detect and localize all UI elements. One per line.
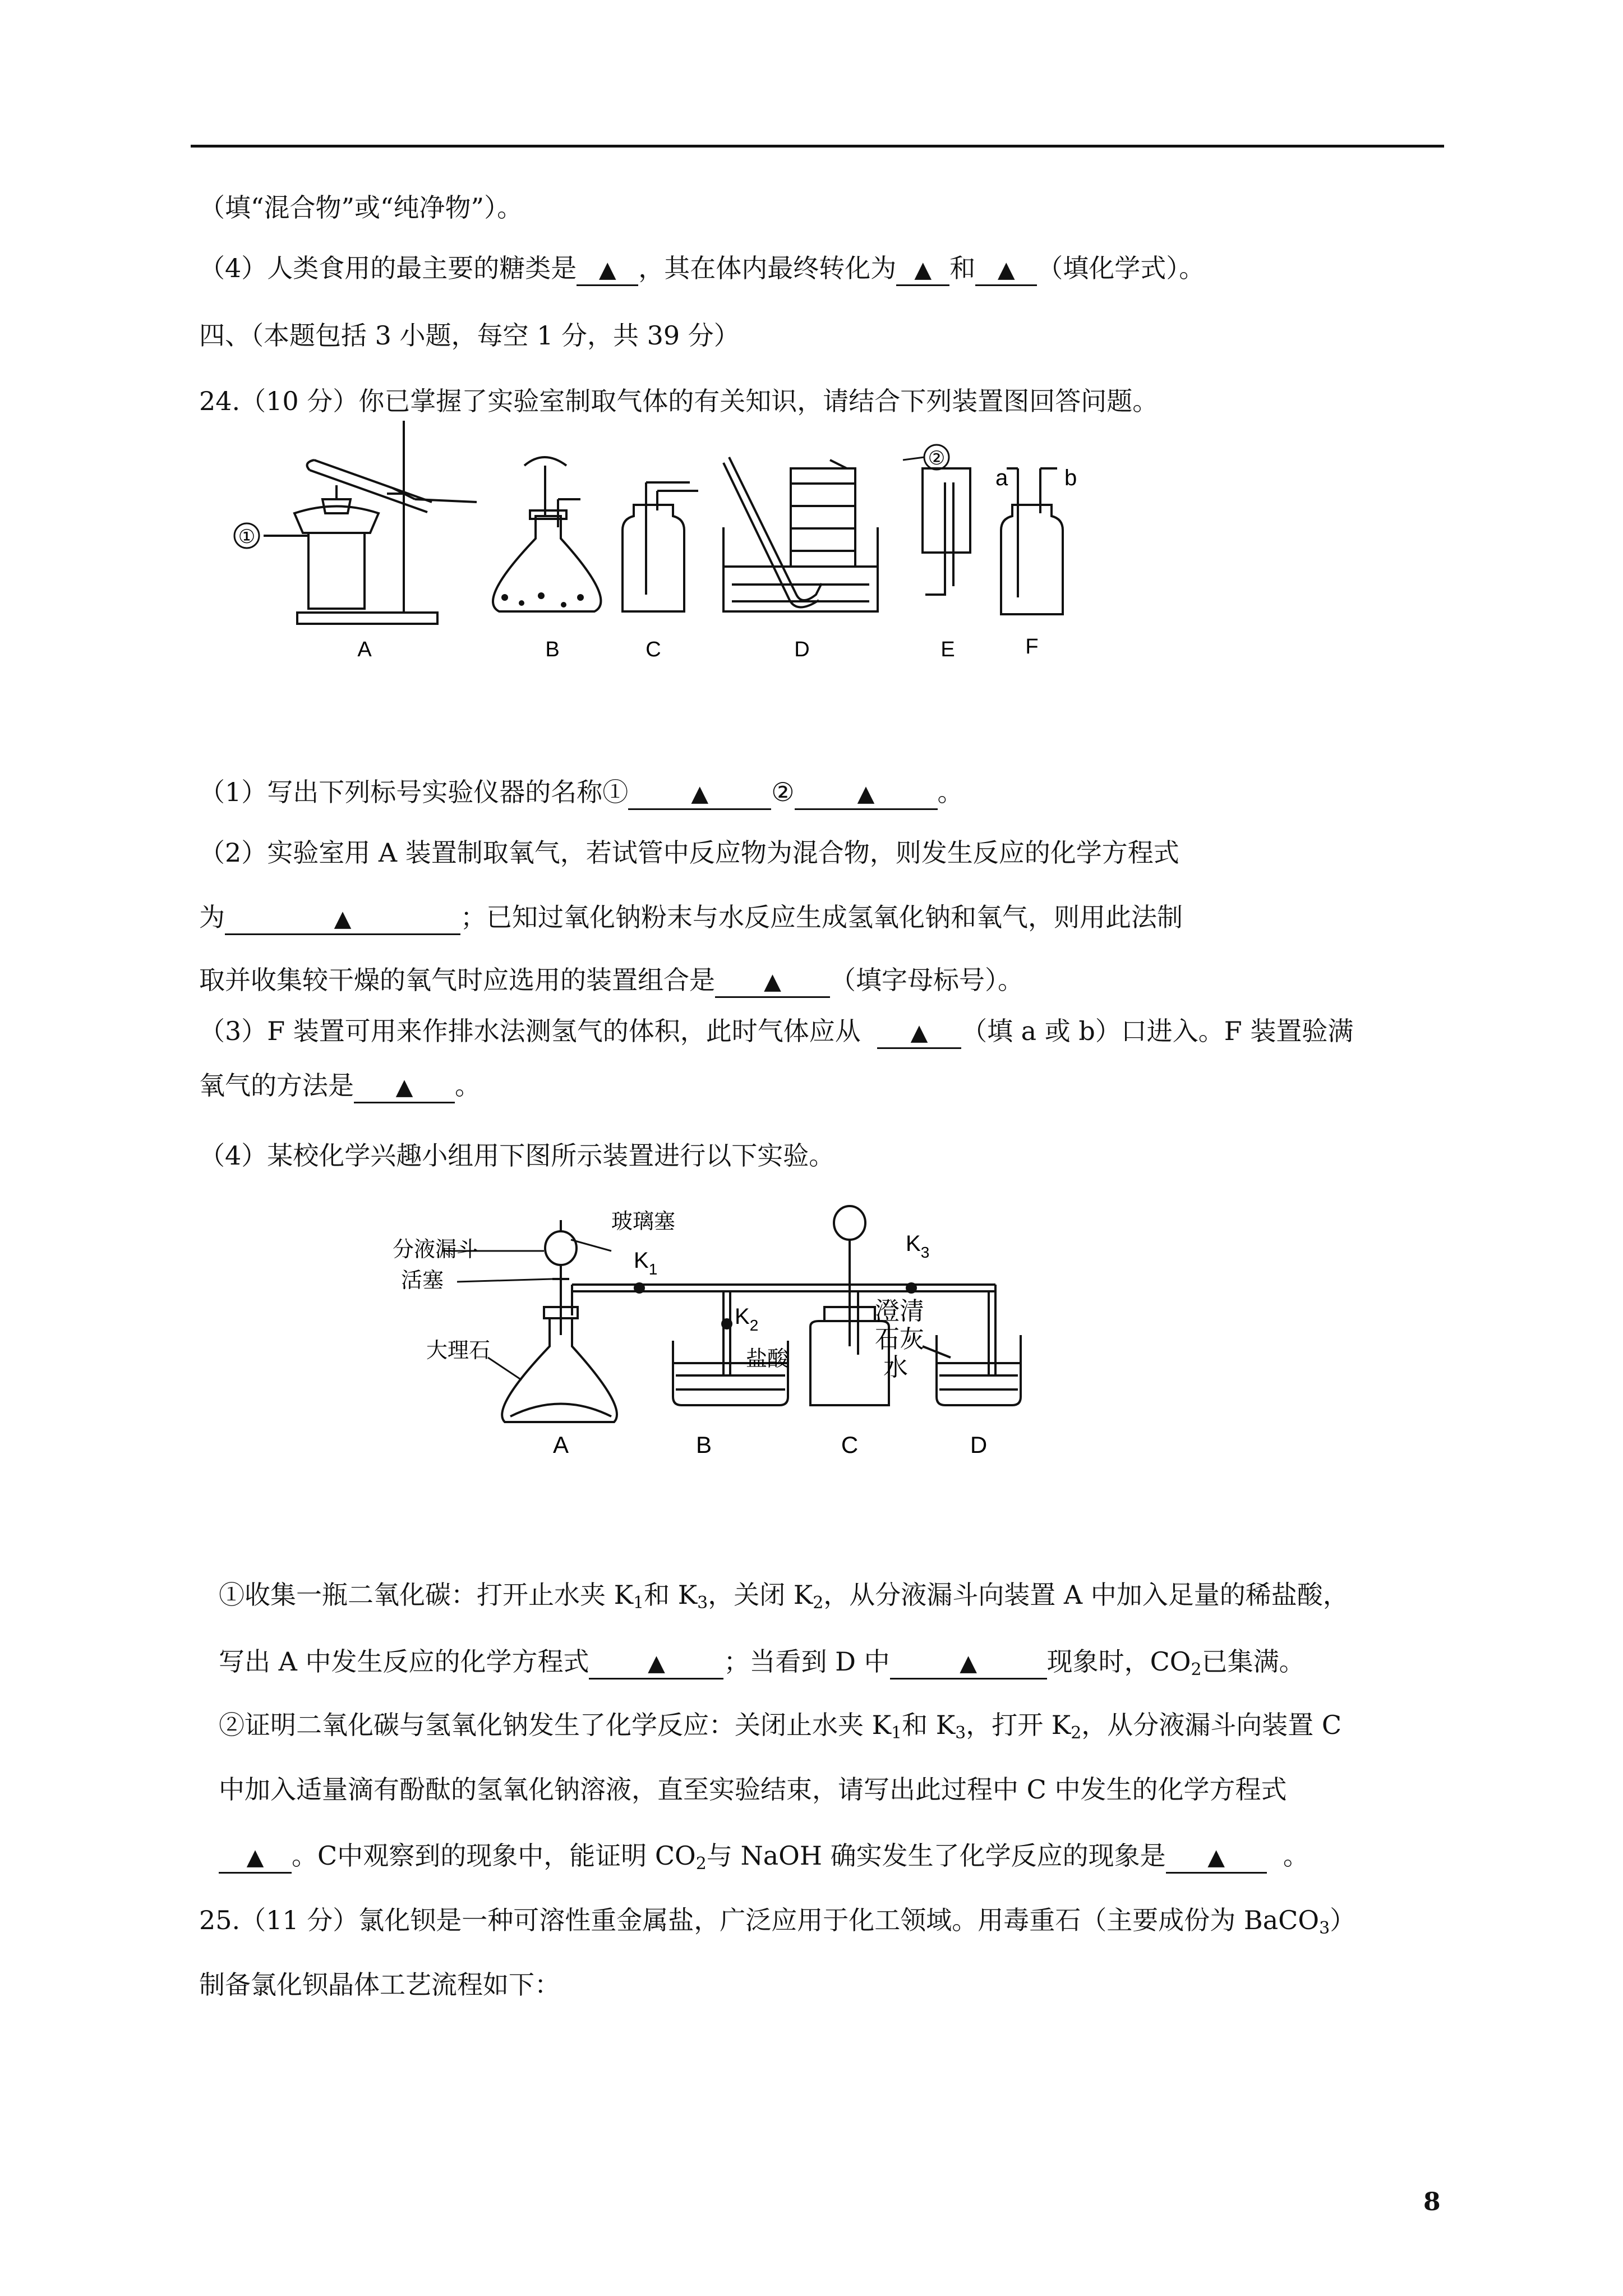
label-acid: 盐酸 xyxy=(746,1347,789,1371)
answer-blank[interactable]: ▲ xyxy=(795,777,938,810)
answer-blank[interactable]: ▲ xyxy=(877,1016,961,1049)
apparatus-label-e: E xyxy=(940,638,955,661)
apparatus-label-b: B xyxy=(545,638,560,661)
answer-blank[interactable]: ▲ xyxy=(890,1647,1047,1680)
answer-blank[interactable]: ▲ xyxy=(577,254,638,286)
label-k1: $K_1$ xyxy=(634,1248,658,1278)
step-2: ②证明二氧化碳与氢氧化钠发生了化学反应：关闭止水夹 $K_1$和 $K_3$，打开 $K_2$，从分液漏斗向装置 C xyxy=(219,1710,1342,1743)
label-circle-2: ② xyxy=(928,448,946,469)
label-cock: 活塞 xyxy=(401,1269,444,1292)
text-line: 为 ▲ ；已知过氧化钠粉末与水反应生成氢氧化钠和氧气，则用此法制 xyxy=(199,900,1183,935)
label-marble: 大理石 xyxy=(426,1339,491,1363)
header-rule xyxy=(191,145,1444,148)
question-25-stem: 25.（11 分）氯化钡是一种可溶性重金属盐，广泛应用于化工领域。用毒重石（主要成份为 BaCO$_3$） xyxy=(199,1905,1356,1938)
apparatus-figure-2 xyxy=(393,1195,1122,1475)
section-heading: 四、（本题包括 3 小题，每空 1 分，共 39 分） xyxy=(199,320,740,351)
apparatus-label-c: C xyxy=(841,1432,859,1458)
apparatus-label-a: A xyxy=(357,638,372,661)
text-line: 取并收集较干燥的氧气时应选用的装置组合是 ▲ （填字母标号）。 xyxy=(199,963,1023,998)
question-23-4: （4）人类食用的最主要的糖类是 ▲ ，其在体内最终转化为 ▲ 和 ▲ （填化学式）。 xyxy=(199,251,1205,286)
answer-blank[interactable]: ▲ xyxy=(1166,1841,1267,1874)
question-24-2: （2）实验室用 A 装置制取氧气，若试管中反应物为混合物，则发生反应的化学方程式 xyxy=(199,838,1179,868)
label-funnel: 分液漏斗 xyxy=(393,1238,478,1262)
text-line: （填“混合物”或“纯净物”）。 xyxy=(199,192,523,223)
label-stopper: 玻璃塞 xyxy=(611,1210,676,1234)
answer-blank[interactable]: ▲ xyxy=(589,1647,723,1680)
question-24-4: （4）某校化学兴趣小组用下图所示装置进行以下实验。 xyxy=(199,1140,835,1171)
label-limewater-3: 水 xyxy=(883,1354,908,1381)
answer-blank[interactable]: ▲ xyxy=(219,1841,292,1874)
text-line: 中加入适量滴有酚酞的氢氧化钠溶液，直至实验结束，请写出此过程中 C 中发生的化学方程式 xyxy=(219,1774,1287,1805)
apparatus-label-d: D xyxy=(970,1432,988,1458)
label-k2: $K_2$ xyxy=(735,1304,759,1334)
label-circle-1: ① xyxy=(238,526,256,547)
apparatus-label-f: F xyxy=(1025,635,1039,659)
answer-blank[interactable]: ▲ xyxy=(715,965,830,998)
apparatus-label-d: D xyxy=(794,638,810,661)
question-24-1: （1）写出下列标号实验仪器的名称① ▲ ② ▲ 。 xyxy=(199,775,963,810)
apparatus-label-c: C xyxy=(645,638,661,661)
apparatus-label-a: A xyxy=(552,1432,569,1458)
answer-blank[interactable]: ▲ xyxy=(354,1071,455,1103)
text-line: 写出 A 中发生反应的化学方程式 ▲ ；当看到 D 中 ▲ 现象时，$CO_2$已集满。 xyxy=(219,1646,1305,1680)
label-limewater-2: 石灰 xyxy=(875,1326,924,1353)
label-limewater-1: 澄清 xyxy=(875,1297,924,1325)
answer-blank[interactable]: ▲ xyxy=(975,254,1037,286)
port-label-b: b xyxy=(1064,466,1077,490)
apparatus-figure-1 xyxy=(230,415,1267,673)
answer-blank[interactable]: ▲ xyxy=(896,254,949,286)
label-k3: $K_3$ xyxy=(906,1231,930,1261)
apparatus-label-b: B xyxy=(695,1432,712,1458)
answer-blank[interactable]: ▲ xyxy=(225,903,460,935)
step-1: ①收集一瓶二氧化碳：打开止水夹 $K_1$和 $K_3$，关闭 $K_2$，从分液漏斗向装置 A 中加入足量的稀盐酸， xyxy=(219,1580,1349,1613)
question-24-3: （3）F 装置可用来作排水法测氢气的体积，此时气体应从 ▲ （填 a 或 b）口进入。F 装置验满 xyxy=(199,1014,1353,1049)
text-line: ▲ 。C中观察到的现象中，能证明 $CO_2$与 NaOH 确实发生了化学反应的现象是 ▲ 。 xyxy=(219,1839,1309,1874)
text-line: 制备氯化钡晶体工艺流程如下： xyxy=(199,1970,560,2000)
page-number: 8 xyxy=(1423,2188,1441,2216)
answer-blank[interactable]: ▲ xyxy=(628,777,771,810)
text-line: 氧气的方法是 ▲ 。 xyxy=(199,1069,481,1103)
port-label-a: a xyxy=(995,466,1008,490)
question-24-stem: 24.（10 分）你已掌握了实验室制取气体的有关知识，请结合下列装置图回答问题。 xyxy=(199,386,1159,416)
